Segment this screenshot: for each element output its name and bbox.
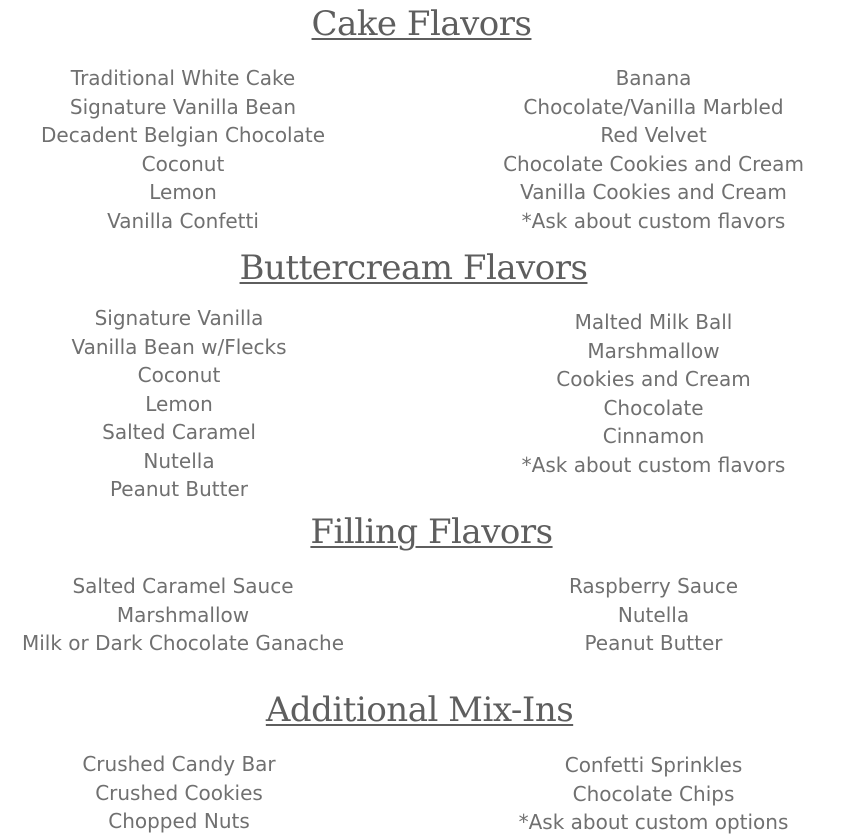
list-item: Decadent Belgian Chocolate (40, 123, 326, 147)
list-item: Raspberry Sauce (568, 574, 739, 598)
list-item: Red Velvet (600, 123, 707, 147)
list-item: Vanilla Cookies and Cream (520, 180, 787, 204)
cake-flavors-heading: Cake Flavors (311, 4, 532, 44)
list-item: Traditional White Cake (70, 66, 296, 90)
list-item: Vanilla Confetti (107, 208, 259, 233)
list-item: Chocolate/Vanilla Marbled (523, 94, 784, 119)
list-item: Marshmallow (116, 602, 250, 627)
list-item: *Ask about custom flavors (521, 208, 786, 233)
list-item: Milk or Dark Chocolate Ganache (21, 631, 345, 655)
list-item: Cookies and Cream (556, 367, 751, 391)
list-item: Signature Vanilla Bean (69, 94, 297, 119)
additional-mixins-right-list (460, 751, 847, 837)
list-item: Lemon (145, 391, 213, 416)
list-item: Chocolate Cookies and Cream (503, 151, 804, 176)
buttercream-flavors-right-list (460, 308, 847, 479)
list-item: Salted Caramel Sauce (72, 574, 294, 598)
list-item: Crushed Candy Bar (82, 752, 276, 776)
list-item: Lemon (149, 180, 217, 204)
list-item: Crushed Cookies (95, 780, 263, 805)
list-item: Malted Milk Ball (574, 310, 733, 334)
list-item: Vanilla Bean w/Flecks (71, 334, 287, 359)
buttercream-flavors-heading: Buttercream Flavors (239, 248, 588, 288)
cake-flavors-right-list (460, 64, 847, 235)
list-item: Nutella (617, 602, 690, 627)
filling-flavors-heading: Filling Flavors (310, 512, 553, 552)
additional-mixins-left-list (0, 750, 362, 836)
list-item: Marshmallow (587, 338, 720, 363)
list-item: Banana (615, 66, 692, 90)
list-item: *Ask about custom options (518, 810, 789, 834)
list-item: Peanut Butter (109, 477, 249, 501)
list-item: Nutella (143, 448, 215, 473)
list-item: Cinnamon (602, 424, 705, 448)
list-item: Signature Vanilla (94, 306, 264, 330)
list-item: Chopped Nuts (108, 809, 250, 833)
list-item: Coconut (137, 363, 221, 387)
list-item: Salted Caramel (102, 420, 256, 444)
buttercream-flavors-left-list (0, 304, 362, 504)
filling-flavors-left-list (0, 572, 366, 658)
cake-flavors-left-list (0, 64, 366, 235)
list-item: Coconut (141, 151, 225, 176)
list-item: *Ask about custom flavors (521, 452, 786, 477)
list-item: Peanut Butter (584, 631, 723, 655)
additional-mixins-heading: Additional Mix-Ins (265, 690, 574, 730)
filling-flavors-right-list (460, 572, 847, 658)
list-item: Chocolate (603, 395, 704, 420)
list-item: Chocolate Chips (572, 781, 735, 806)
list-item: Confetti Sprinkles (564, 753, 743, 777)
